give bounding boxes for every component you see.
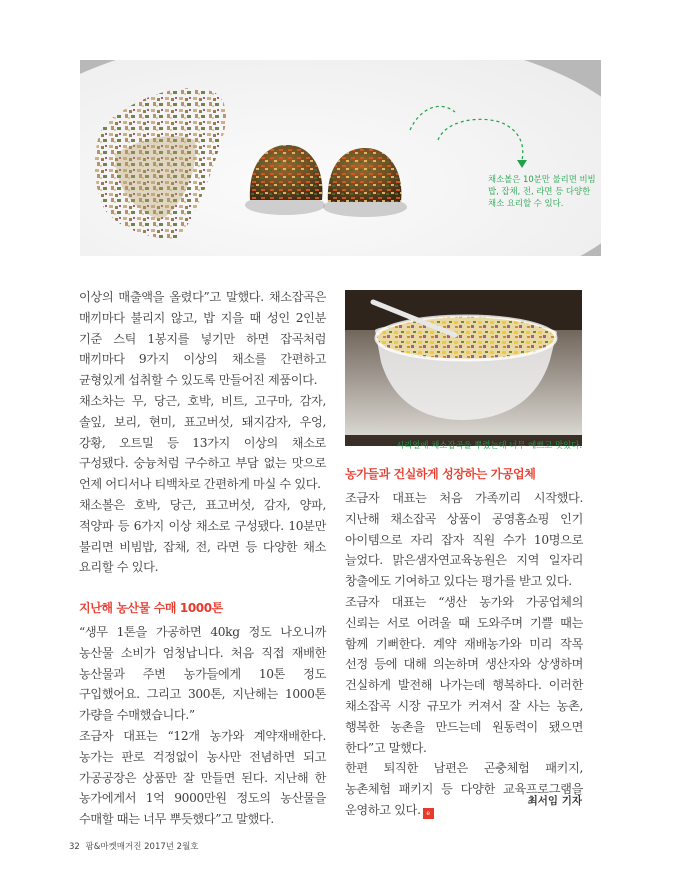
vegetable-balls-photo: [80, 60, 601, 256]
magazine-issue: 팜&마켓매거진 2017년 2월호: [85, 842, 199, 852]
cereal-bowl-photo: [345, 290, 582, 446]
paragraph: 조금자 대표는 “12개 농가와 계약재배한다. 농가는 판로 걱정없이 농사만 전념하면 되고 가공공장은 상품만 잘 만들면 된다. 지난해 한 농가에게서 1억 9000만원 정도의 농산물을 수매할 때는 너무 뿌듯했다”고 말했다.: [79, 728, 326, 827]
paragraph: 이상의 매출액을 올렸다”고 말했다. 채소잡곡은 매끼마다 불리지 않고, 밥 지을 때 성인 2인분 기준 스틱 1봉지를 넣기만 하면 잡곡처럼 매끼마다 9가지 이상의 채소를 간편하고 균형있게 섭취할 수 있도록 만들어진 제품이다.: [79, 290, 326, 388]
page-number: 32: [69, 842, 80, 852]
paragraph: 채소볼은 호박, 당근, 표고버섯, 감자, 양파, 적양파 등 6가지 이상 채소로 구성됐다. 10분만 불리면 비빔밥, 잡채, 전, 라면 등 다양한 채소 요리할 수 있다.: [79, 497, 326, 575]
author-byline: 최서임 기자: [527, 795, 582, 807]
paragraph: 조금자 대표는 처음 가족끼리 시작했다. 지난해 채소잡곡 상품이 공영홈쇼핑 인기 아이템으로 자리 잡자 직원 수가 10명으로 늘었다. 맑은샘자연교육농원은 지역 일자리 창출에도 기여하고 있다는 평가를 받고 있다.: [345, 491, 583, 589]
top-photo-caption: 채소볼은 10분만 불리면 비빔밥, 잡채, 전, 라면 등 다양한 채소 요리할 수 있다.: [488, 174, 596, 208]
page-footer: [69, 840, 199, 852]
subheading-right: 농가들과 건실하게 성장하는 가공업체: [345, 467, 536, 481]
paragraph: 한편 퇴직한 남편은 곤충체험 패키지, 농촌체험 패키지 등 다양한 교육프로그램을 운영하고 있다. e: [345, 761, 583, 817]
bowl-photo-caption: 시리얼에 채소잡곡을 뿌렸는데 너무 예쁘고 맛있다.: [396, 440, 582, 450]
paragraph: 채소차는 무, 당근, 호박, 비트, 고구마, 감자, 솔잎, 보리, 현미, 표고버섯, 돼지감자, 우엉, 강황, 오트밀 등 13가지 이상의 채소로 구성됐다. 숭늉처럼 구수하고 부담 없는 맛으로 언제 어디서나 티백차로 간편하게 마실 수 있다.: [79, 393, 326, 492]
paragraph: 조금자 대표는 “생산 농가와 가공업체의 신뢰는 서로 어려울 때 도와주며 기쁠 때는 함께 기뻐한다. 계약 재배농가와 미리 작목 선정 등에 대해 의논하며 생산자와 상생하며 건실하게 발전해 나가는데 행복하다. 이러한 채소잡곡 시장 규모가 커져서 잘 사는 농촌, 행복한 농촌을 만드는데 원동력이 됐으면 한다”고 말했다.: [345, 594, 583, 755]
subheading-left: 지난해 농산물 수매 1000톤: [79, 601, 223, 616]
end-mark-icon: e: [423, 808, 434, 819]
right-column: [345, 488, 583, 821]
paragraph: “생무 1톤을 가공하면 40kg 정도 나오니까 농산물 소비가 엄청납니다. 처음 직접 재배한 농산물과 주변 농가들에게 10톤 정도 구입했어요. 그리고 300톤, 지난해는 1000톤 가량을 수매했습니다.”: [79, 624, 326, 723]
left-column: [79, 287, 326, 830]
